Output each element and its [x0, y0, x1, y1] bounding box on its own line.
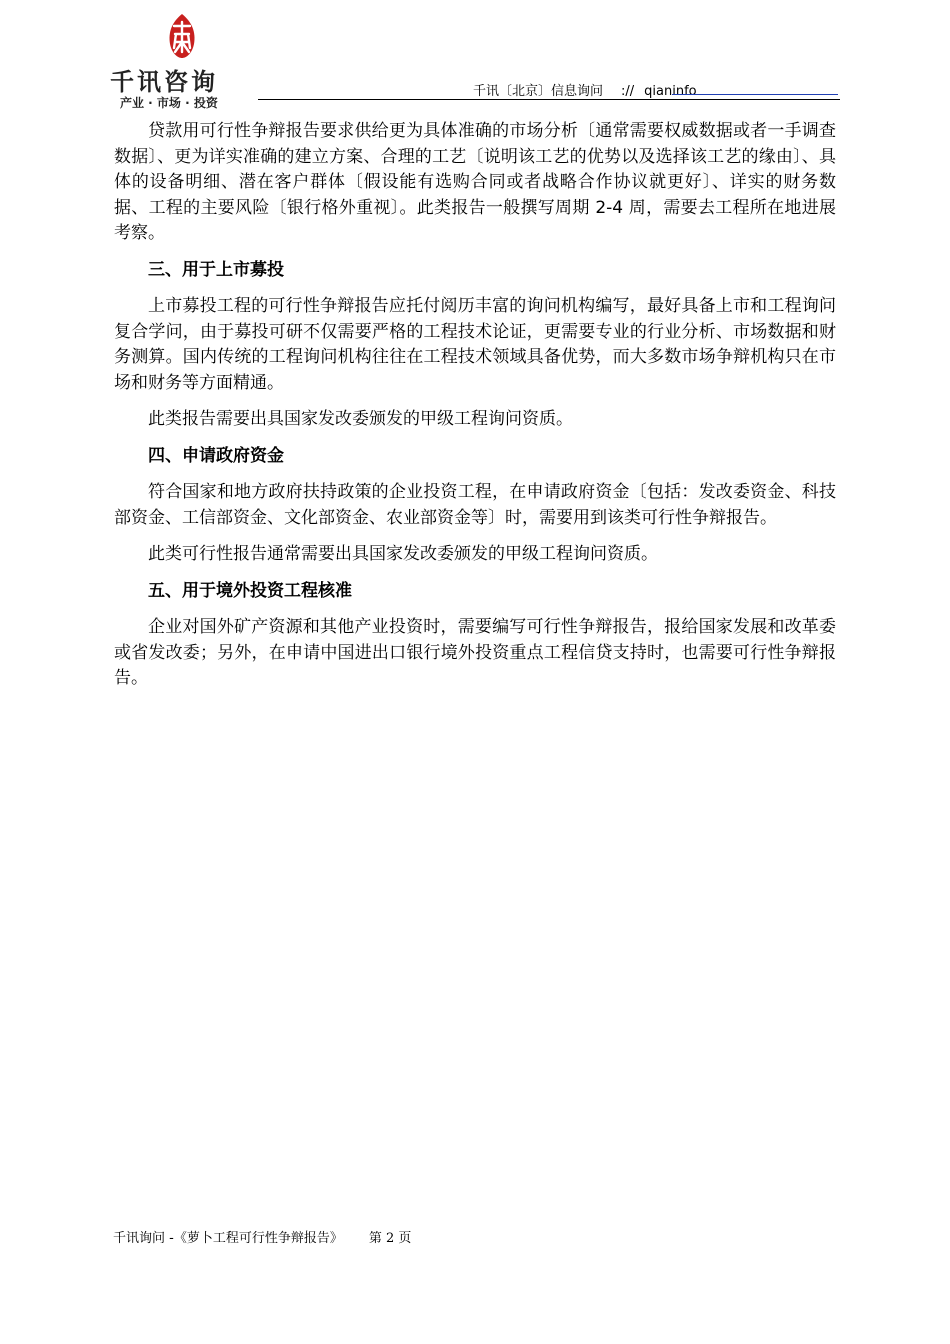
paragraph-listing-fundraising: 上市募投工程的可行性争辩报告应托付阅历丰富的询问机构编写，最好具备上市和工程询问复合学问，由于募投可研不仅需要严格的工程技术论证，更需要专业的行业分析、市场数据和财务测算。国内传统的工程询问机构往往在工程技术领域具备优势，而大多数市场争辩机构只在市场和财务等方面精通。 — [114, 296, 836, 393]
header-website-link[interactable]: qianinfo — [644, 84, 697, 99]
logo-tagline: 产业 · 市场 · 投资 — [120, 96, 218, 110]
header-link-underline — [672, 94, 838, 95]
heading-government-funding: 四、申请政府资金 — [148, 445, 284, 466]
page-footer — [113, 1227, 411, 1246]
company-logo — [108, 10, 258, 114]
footer-page-suffix: 页 — [398, 1231, 412, 1246]
paragraph-overseas-investment: 企业对国外矿产资源和其他产业投资时，需要编写可行性争辩报告，报给国家发展和改革委或省发改委；另外，在申请中国进出口银行境外投资重点工程信贷支持时，也需要可行性争辩报告。 — [114, 617, 836, 688]
header-info — [473, 80, 697, 99]
footer-page-number: 2 — [385, 1231, 395, 1246]
paragraph-government-funding: 符合国家和地方政府扶持政策的企业投资工程，在申请政府资金〔包括：发改委资金、科技部资金、工信部资金、文化部资金、农业部资金等〕时，需要用到该类可行性争辩报告。 — [114, 482, 836, 528]
header-divider — [258, 99, 840, 100]
paragraph-listing-qualification: 此类报告需要出具国家发改委颁发的甲级工程询问资质。 — [148, 409, 573, 429]
heading-overseas-investment: 五、用于境外投资工程核准 — [148, 580, 352, 601]
paragraph-government-qualification: 此类可行性报告通常需要出具国家发改委颁发的甲级工程询问资质。 — [148, 544, 658, 564]
logo-name: 千讯咨询 — [110, 68, 218, 96]
logo-seal-icon — [164, 12, 200, 60]
footer-doc-title: 千讯询问 -《萝卜工程可行性争辩报告》 — [113, 1231, 343, 1246]
document-body — [114, 119, 836, 692]
header-url-prefix: :// — [621, 84, 635, 99]
footer-page-prefix: 第 — [368, 1231, 382, 1246]
paragraph-loan-report: 贷款用可行性争辩报告要求供给更为具体准确的市场分析〔通常需要权威数据或者一手调查数据〕、更为详实准确的建立方案、合理的工艺〔说明该工艺的优势以及选择该工艺的缘由〕、具体的设备明细、潜在客户群体〔假设能有选购合同或者战略合作协议就更好〕、详实的财务数据、工程的主要风险〔银行格外重视〕。此类报告一般撰写周期 2-4 周，需要去工程所在地进展考察。 — [114, 121, 836, 243]
heading-listing-fundraising: 三、用于上市募投 — [148, 259, 284, 280]
header-company: 千讯〔北京〕信息询问 — [473, 84, 604, 99]
